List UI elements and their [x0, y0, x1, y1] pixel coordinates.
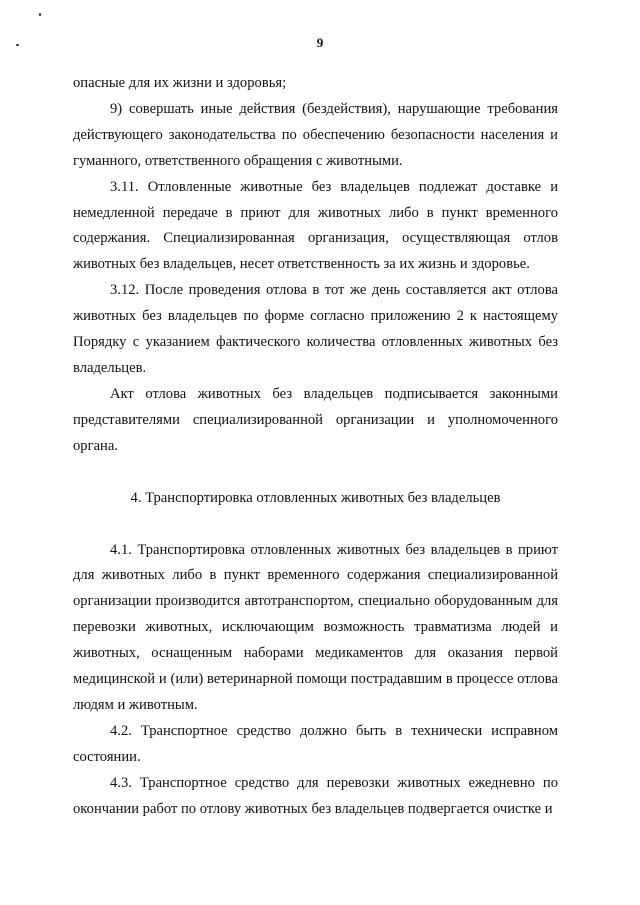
section-heading: 4. Транспортировка отловленных животных без владельцев: [130, 489, 501, 506]
paragraph: 3.12. После проведения отлова в тот же день составляется акт отлова животных без владельцев по форме согласно приложению 2 к настоящему Порядку с указанием фактического количества отловленных животных без владельцев.: [73, 282, 558, 376]
paragraph: 9) совершать иные действия (бездействия), нарушающие требования действующего законодательства по обеспечению безопасности населения и гуманного, ответственного обращения с животными.: [73, 100, 558, 169]
scan-artifact: [39, 13, 41, 16]
paragraph: 4.1. Транспортировка отловленных животных без владельцев в приют для животных либо в пункт временного содержания специализированной организации производится автотранспортом, специально оборудованным для перевозки животных, исключающим возможность травматизма людей и животных, оснащенным наборами медикаментов для оказания первой медицинской и (или) ветеринарной помощи пострадавшим в процессе отлова людям и животным.: [73, 541, 558, 713]
page-number: 9: [316, 35, 324, 50]
paragraph: 4.3. Транспортное средство для перевозки животных ежедневно по окончании работ по отлову животных без владельцев подвергается очистке и: [73, 774, 558, 817]
paragraph: 3.11. Отловленные животные без владельцев подлежат доставке и немедленной передаче в приют для животных либо в пункт временного содержания. Специализированная организация, осуществляющая отлов животных без владельцев, несет ответственность за их жизнь и здоровье.: [73, 178, 558, 273]
paragraph: опасные для их жизни и здоровья;: [73, 75, 287, 91]
document-body: [73, 71, 558, 822]
paragraph: 4.2. Транспортное средство должно быть в технически исправном состоянии.: [73, 722, 558, 765]
paragraph: Акт отлова животных без владельцев подписывается законными представителями специализированной организации и уполномоченного органа.: [73, 385, 558, 454]
